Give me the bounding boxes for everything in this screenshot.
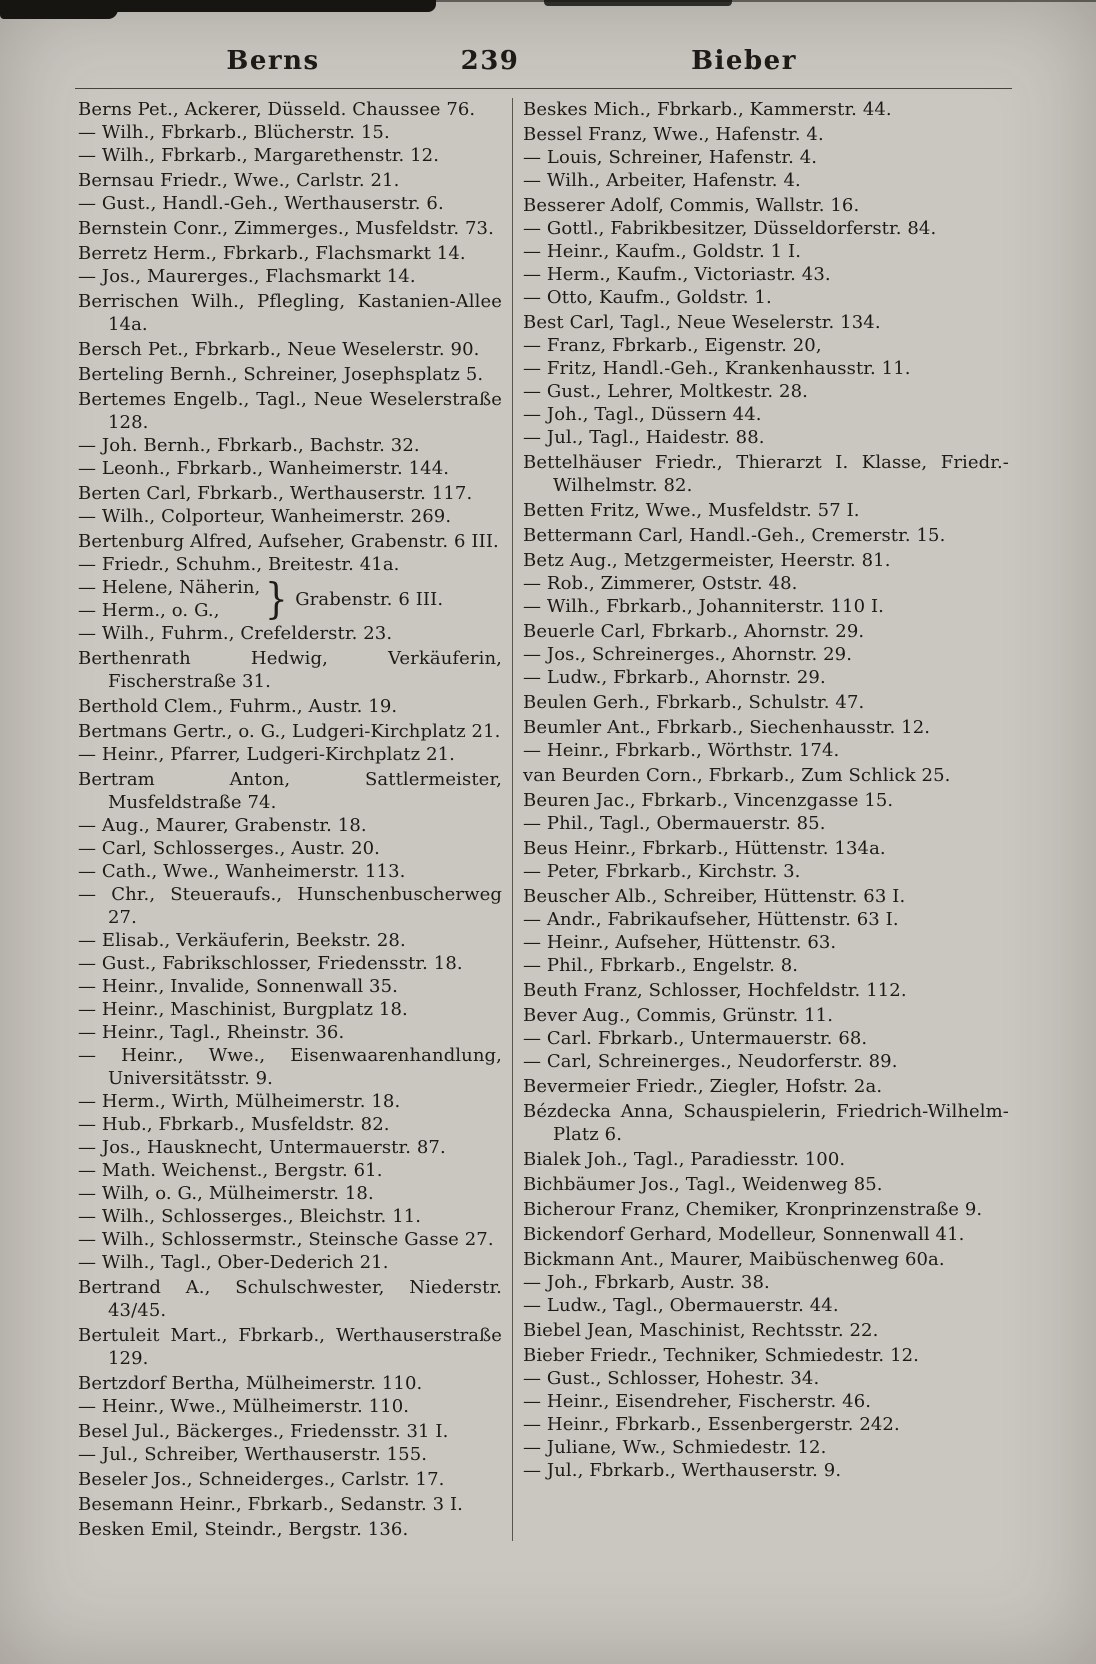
directory-entry: Beuth Franz, Schlosser, Hochfeldstr. 112. [523, 980, 907, 1001]
directory-entry: — Jos., Schreinerges., Ahornstr. 29. [523, 644, 853, 665]
directory-entry: — Heinr., Kaufm., Goldstr. 1 I. [523, 241, 802, 262]
directory-entry: — Ludw., Tagl., Obermauerstr. 44. [523, 1295, 839, 1316]
directory-entry: Bickmann Ant., Maurer, Maibüschenweg 60a. [523, 1249, 945, 1270]
brace-glyph: } [265, 574, 289, 623]
directory-entry: Berthenrath Hedwig, Verkäuferin, Fischerstraße 31. [78, 648, 502, 692]
directory-entry: van Beurden Corn., Fbrkarb., Zum Schlick 25. [523, 765, 951, 786]
directory-entry: — Heinr., Aufseher, Hüttenstr. 63. [523, 932, 837, 953]
directory-entry: — Wilh., Arbeiter, Hafenstr. 4. [523, 170, 801, 191]
directory-entry: — Heinr., Fbrkarb., Essenbergerstr. 242. [523, 1414, 900, 1435]
right-column [523, 98, 1009, 1482]
directory-entry: Bertenburg Alfred, Aufseher, Grabenstr. 6 III. [78, 531, 499, 552]
directory-entry: — Jul., Tagl., Haidestr. 88. [523, 427, 765, 448]
header-rule [75, 88, 1012, 89]
directory-entry: — Heinr., Wwe., Eisenwaarenhandlung, Universitätsstr. 9. [78, 1045, 502, 1089]
directory-entry: — Juliane, Ww., Schmiedestr. 12. [523, 1437, 827, 1458]
directory-entry: Bettermann Carl, Handl.-Geh., Cremerstr. 15. [523, 525, 946, 546]
directory-entry: Bessel Franz, Wwe., Hafenstr. 4. [523, 124, 824, 145]
directory-entry: — Leonh., Fbrkarb., Wanheimerstr. 144. [78, 458, 450, 479]
directory-entry: — Jul., Fbrkarb., Werthauserstr. 9. [523, 1460, 842, 1481]
directory-entry: — Wilh., Fbrkarb., Blücherstr. 15. [78, 122, 390, 143]
directory-entry: — Phil., Fbrkarb., Engelstr. 8. [523, 955, 799, 976]
directory-entry: Bicherour Franz, Chemiker, Kronprinzenstraße 9. [523, 1199, 983, 1220]
directory-entry: — Herm., Wirth, Mülheimerstr. 18. [78, 1091, 401, 1112]
directory-entry: Beulen Gerh., Fbrkarb., Schulstr. 47. [523, 692, 865, 713]
directory-entry: — Heinr., Tagl., Rheinstr. 36. [78, 1022, 345, 1043]
directory-entry: — Andr., Fabrikaufseher, Hüttenstr. 63 I. [523, 909, 899, 930]
directory-entry: Betten Fritz, Wwe., Musfeldstr. 57 I. [523, 500, 860, 521]
directory-entry: Besken Emil, Steindr., Bergstr. 136. [78, 1519, 409, 1540]
directory-entry: — Wilh., Tagl., Ober-Dederich 21. [78, 1252, 389, 1273]
directory-entry: Berns Pet., Ackerer, Düsseld. Chaussee 76. [78, 99, 476, 120]
directory-entry: — Fritz, Handl.-Geh., Krankenhausstr. 11. [523, 358, 911, 379]
directory-entry: — Carl. Fbrkarb., Untermauerstr. 68. [523, 1028, 868, 1049]
directory-entry: — Math. Weichenst., Bergstr. 61. [78, 1160, 383, 1181]
directory-entry: Bersch Pet., Fbrkarb., Neue Weselerstr. 90. [78, 339, 480, 360]
directory-entry: Betz Aug., Metzgermeister, Heerstr. 81. [523, 550, 891, 571]
directory-entry: Besemann Heinr., Fbrkarb., Sedanstr. 3 I. [78, 1494, 463, 1515]
directory-entry: Bézdecka Anna, Schauspielerin, Friedrich-Wilhelm-Platz 6. [523, 1101, 1009, 1145]
directory-entry: — Heinr., Invalide, Sonnenwall 35. [78, 976, 398, 997]
directory-entry: — Hub., Fbrkarb., Musfeldstr. 82. [78, 1114, 390, 1135]
directory-entry: Bieber Friedr., Techniker, Schmiedestr. 12. [523, 1345, 919, 1366]
scan-artifact [0, 0, 118, 19]
directory-entry: — Wilh., Fbrkarb., Margarethenstr. 12. [78, 145, 440, 166]
directory-entry: Beumler Ant., Fbrkarb., Siechenhausstr. 12. [523, 717, 931, 738]
directory-entry: Bichbäumer Jos., Tagl., Weidenweg 85. [523, 1174, 883, 1195]
directory-entry: Bevermeier Friedr., Ziegler, Hofstr. 2a. [523, 1076, 883, 1097]
directory-entry: — Heinr., Wwe., Mülheimerstr. 110. [78, 1396, 410, 1417]
header-right-title: Bieber [691, 46, 797, 76]
scan-artifact [544, 0, 732, 6]
directory-entry: Bertzdorf Bertha, Mülheimerstr. 110. [78, 1373, 423, 1394]
directory-entry: — Herm., Kaufm., Victoriastr. 43. [523, 264, 831, 285]
directory-entry: — Helene, Näherin, [78, 577, 261, 598]
directory-entry: — Otto, Kaufm., Goldstr. 1. [523, 287, 772, 308]
directory-entry: Besserer Adolf, Commis, Wallstr. 16. [523, 195, 860, 216]
directory-entry: Beuerle Carl, Fbrkarb., Ahornstr. 29. [523, 621, 865, 642]
directory-entry: — Carl, Schlosserges., Austr. 20. [78, 838, 380, 859]
directory-entry: Bertemes Engelb., Tagl., Neue Weselerstraße 128. [78, 389, 502, 433]
directory-entry: — Carl, Schreinerges., Neudorferstr. 89. [523, 1051, 898, 1072]
directory-entry: Besel Jul., Bäckerges., Friedensstr. 31 I. [78, 1421, 449, 1442]
directory-entry: — Louis, Schreiner, Hafenstr. 4. [523, 147, 818, 168]
directory-entry: Beuren Jac., Fbrkarb., Vincenzgasse 15. [523, 790, 894, 811]
header-left-title: Berns [226, 46, 320, 76]
directory-entry: — Franz, Fbrkarb., Eigenstr. 20, [523, 335, 822, 356]
directory-entry: — Wilh, o. G., Mülheimerstr. 18. [78, 1183, 374, 1204]
directory-entry: Bertuleit Mart., Fbrkarb., Werthauserstraße 129. [78, 1325, 502, 1369]
directory-entry: Best Carl, Tagl., Neue Weselerstr. 134. [523, 312, 881, 333]
page-header [78, 46, 1010, 82]
directory-entry: — Gust., Handl.-Geh., Werthauserstr. 6. [78, 193, 444, 214]
column-divider [512, 98, 513, 1541]
shared-address: Grabenstr. 6 III. [295, 588, 444, 610]
directory-entry: — Wilh., Schlossermstr., Steinsche Gasse 27. [78, 1229, 494, 1250]
page-number: 239 [460, 46, 520, 76]
directory-entry: — Wilh., Fuhrm., Crefelderstr. 23. [78, 623, 393, 644]
directory-entry: Bernsau Friedr., Wwe., Carlstr. 21. [78, 170, 400, 191]
directory-entry: — Joh., Tagl., Düssern 44. [523, 404, 762, 425]
directory-entry: — Phil., Tagl., Obermauerstr. 85. [523, 813, 826, 834]
directory-entry: Bertrand A., Schulschwester, Niederstr. 43/45. [78, 1277, 502, 1321]
directory-entry: — Wilh., Colporteur, Wanheimerstr. 269. [78, 506, 452, 527]
directory-entry: Berten Carl, Fbrkarb., Werthauserstr. 117. [78, 483, 473, 504]
directory-entry: Berteling Bernh., Schreiner, Josephsplatz 5. [78, 364, 484, 385]
directory-entry: — Gust., Fabrikschlosser, Friedensstr. 18. [78, 953, 463, 974]
directory-entry: — Joh., Fbrkarb, Austr. 38. [523, 1272, 770, 1293]
directory-entry: — Heinr., Eisendreher, Fischerstr. 46. [523, 1391, 872, 1412]
directory-entry: Bialek Joh., Tagl., Paradiesstr. 100. [523, 1149, 846, 1170]
directory-entry: — Herm., o. G., [78, 600, 220, 621]
directory-entry: — Aug., Maurer, Grabenstr. 18. [78, 815, 367, 836]
directory-entry: — Gust., Lehrer, Moltkestr. 28. [523, 381, 808, 402]
brace-group-entry [78, 576, 502, 622]
directory-entry: — Ludw., Fbrkarb., Ahornstr. 29. [523, 667, 826, 688]
directory-entry: Beus Heinr., Fbrkarb., Hüttenstr. 134a. [523, 838, 886, 859]
directory-entry: — Jul., Schreiber, Werthauserstr. 155. [78, 1444, 428, 1465]
directory-entry: — Gottl., Fabrikbesitzer, Düsseldorferstr. 84. [523, 218, 937, 239]
directory-entry: — Jos., Hausknecht, Untermauerstr. 87. [78, 1137, 446, 1158]
directory-entry: — Joh. Bernh., Fbrkarb., Bachstr. 32. [78, 435, 420, 456]
directory-entry: Biebel Jean, Maschinist, Rechtsstr. 22. [523, 1320, 879, 1341]
directory-entry: — Elisab., Verkäuferin, Beekstr. 28. [78, 930, 406, 951]
directory-entry: Berretz Herm., Fbrkarb., Flachsmarkt 14. [78, 243, 466, 264]
directory-content [78, 98, 1010, 1541]
directory-entry: — Cath., Wwe., Wanheimerstr. 113. [78, 861, 406, 882]
directory-entry: Bever Aug., Commis, Grünstr. 11. [523, 1005, 834, 1026]
directory-entry: — Peter, Fbrkarb., Kirchstr. 3. [523, 861, 801, 882]
directory-entry: — Wilh., Schlosserges., Bleichstr. 11. [78, 1206, 422, 1227]
directory-entry: Bertmans Gertr., o. G., Ludgeri-Kirchplatz 21. [78, 721, 501, 742]
directory-entry: — Rob., Zimmerer, Oststr. 48. [523, 573, 798, 594]
directory-entry: Beseler Jos., Schneiderges., Carlstr. 17. [78, 1469, 445, 1490]
directory-entry: Bettelhäuser Friedr., Thierarzt I. Klasse, Friedr.-Wilhelmstr. 82. [523, 452, 1009, 496]
directory-entry: Bickendorf Gerhard, Modelleur, Sonnenwall 41. [523, 1224, 965, 1245]
directory-entry: Bernstein Conr., Zimmerges., Musfeldstr. 73. [78, 218, 494, 239]
directory-entry: — Heinr., Maschinist, Burgplatz 18. [78, 999, 408, 1020]
directory-entry: — Heinr., Fbrkarb., Wörthstr. 174. [523, 740, 840, 761]
directory-entry: — Chr., Steueraufs., Hunschenbuscherweg 27. [78, 884, 502, 928]
directory-entry: Beuscher Alb., Schreiber, Hüttenstr. 63 I. [523, 886, 906, 907]
directory-entry: — Gust., Schlosser, Hohestr. 34. [523, 1368, 820, 1389]
directory-entry: Berthold Clem., Fuhrm., Austr. 19. [78, 696, 398, 717]
brace-group-names [78, 576, 260, 622]
directory-entry: — Wilh., Fbrkarb., Johanniterstr. 110 I. [523, 596, 884, 617]
directory-entry: Beskes Mich., Fbrkarb., Kammerstr. 44. [523, 99, 892, 120]
directory-entry: — Friedr., Schuhm., Breitestr. 41a. [78, 554, 400, 575]
left-column [78, 98, 502, 1541]
directory-entry: Bertram Anton, Sattlermeister, Musfeldstraße 74. [78, 769, 502, 813]
directory-entry: Berrischen Wilh., Pflegling, Kastanien-Allee 14a. [78, 291, 502, 335]
directory-entry: — Jos., Maurerges., Flachsmarkt 14. [78, 266, 416, 287]
directory-entry: — Heinr., Pfarrer, Ludgeri-Kirchplatz 21. [78, 744, 455, 765]
